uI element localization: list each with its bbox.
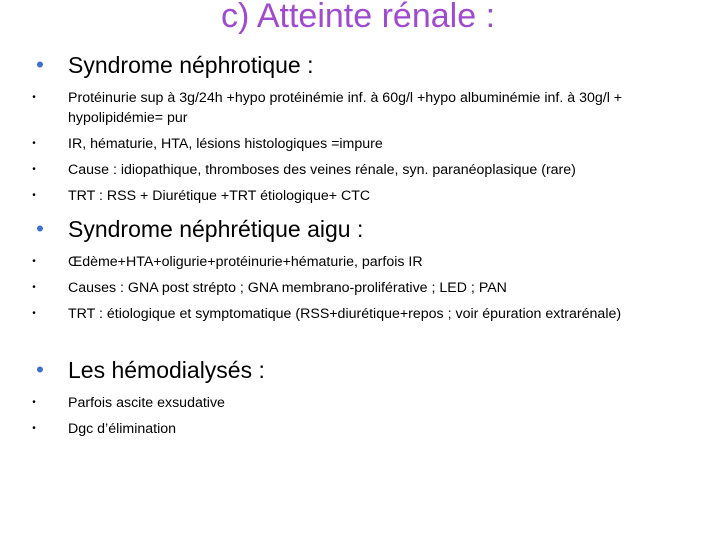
heading-text: Les hémodialysés :: [68, 357, 265, 383]
heading-text: Syndrome néphrotique :: [68, 52, 314, 78]
item-text: Protéinurie sup à 3g/24h +hypo protéinémie inf. à 60g/l +hypo albuminémie inf. à 30g/l + hypolipidémie= pur: [68, 90, 623, 126]
item-text: TRT : étiologique et symptomatique (RSS+diurétique+repos ; voir épuration extrarénale): [68, 306, 622, 322]
list-item: [28, 252, 708, 272]
item-text: IR, hématurie, HTA, lésions histologiques =impure: [68, 136, 383, 152]
bullet-icon: •: [32, 423, 36, 434]
list-item: [28, 186, 708, 206]
section-syndrome-nephretique: [28, 214, 708, 330]
list-item: [28, 278, 708, 298]
item-text: Dgc d’élimination: [68, 421, 177, 437]
heading-bullet-icon: •: [36, 216, 44, 241]
bullet-icon: •: [32, 256, 36, 267]
slide-title: c) Atteinte rénale :: [220, 0, 496, 35]
heading-text: Syndrome néphrétique aigu :: [68, 216, 364, 242]
list-item: [28, 88, 708, 128]
section-hemodialyses: [28, 355, 708, 445]
bullet-icon: •: [32, 92, 36, 103]
item-text: Causes : GNA post strépto ; GNA membrano-proliférative ; LED ; PAN: [68, 280, 507, 296]
bullet-icon: •: [32, 164, 36, 175]
list-item: [28, 419, 708, 439]
list-item: [28, 160, 708, 180]
item-text: Œdème+HTA+oligurie+protéinurie+hématurie, parfois IR: [68, 254, 423, 270]
list-item: [28, 393, 708, 413]
list-item: [28, 134, 708, 154]
bullet-icon: •: [32, 308, 36, 319]
section-syndrome-nephrotique: [28, 50, 708, 212]
bullet-icon: •: [32, 190, 36, 201]
bullet-icon: •: [32, 282, 36, 293]
list-item: [28, 304, 708, 324]
bullet-icon: •: [32, 138, 36, 149]
section-heading: [28, 50, 708, 80]
section-heading: [28, 214, 708, 244]
heading-bullet-icon: •: [36, 357, 44, 382]
heading-bullet-icon: •: [36, 52, 44, 77]
item-text: Cause : idiopathique, thromboses des veines rénale, syn. paranéoplasique (rare): [68, 162, 576, 178]
item-text: Parfois ascite exsudative: [68, 395, 225, 411]
item-text: TRT : RSS + Diurétique +TRT étiologique+ CTC: [68, 188, 371, 204]
bullet-icon: •: [32, 397, 36, 408]
section-heading: [28, 355, 708, 385]
